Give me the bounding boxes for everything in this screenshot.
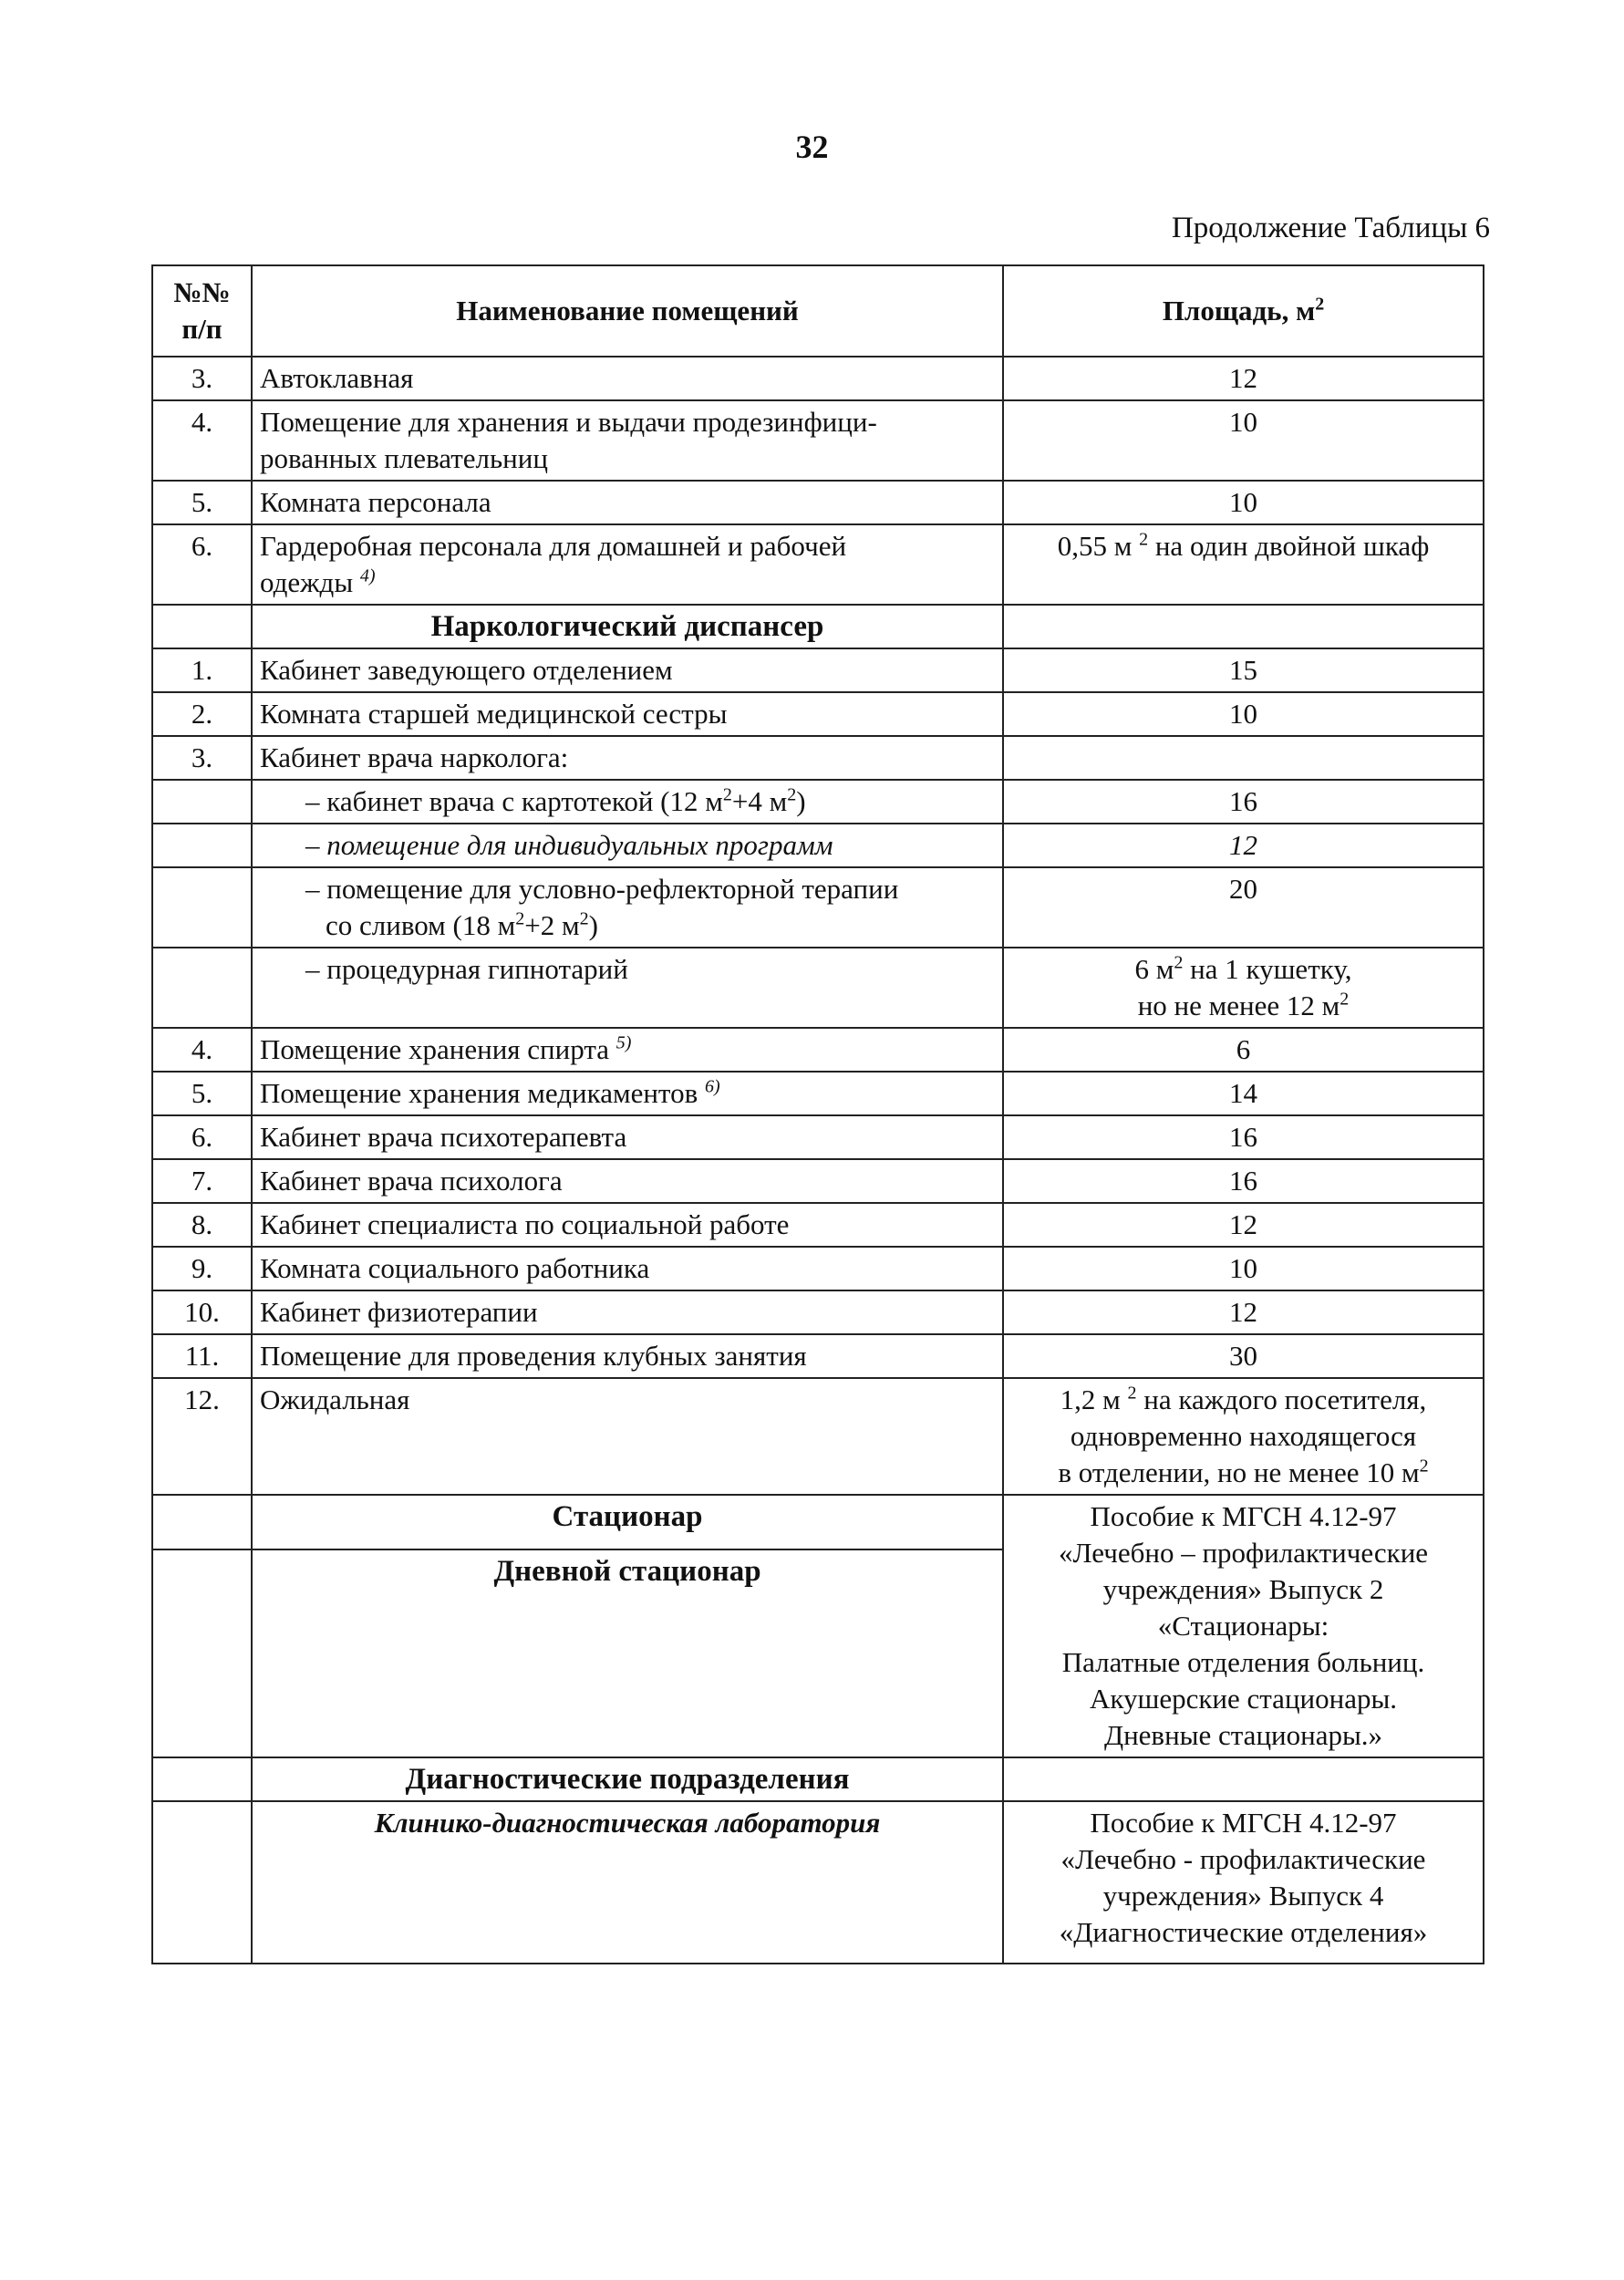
row-name: Комната социального работника: [252, 1247, 1003, 1290]
page-number: 32: [795, 129, 829, 165]
table-row: [152, 1203, 1484, 1247]
row-number: 5.: [152, 481, 252, 524]
row-name: Помещение для проведения клубных занятия: [252, 1334, 1003, 1378]
table-row: [152, 400, 1484, 481]
row-number: 12.: [152, 1378, 252, 1495]
row-area: 12: [1003, 1203, 1484, 1247]
row-number: 6.: [152, 524, 252, 605]
row-number: 2.: [152, 692, 252, 736]
table-row: [152, 1159, 1484, 1203]
table-row: [152, 1290, 1484, 1334]
row-area: 0,55 м $^2$ на один двойной шкаф: [1003, 524, 1484, 605]
subrow-name: – помещение для условно-рефлекторной терапии со сливом (18 $м^2+2$ $м^2$): [252, 867, 1003, 948]
table-row: [152, 524, 1484, 605]
row-name: Комната персонала: [252, 481, 1003, 524]
header-area: Площадь, $м^2$: [1003, 265, 1484, 357]
diagnostic-reference: Пособие к МГСН 4.12-97 «Лечебно - профилактические учреждения» Выпуск 4 «Диагностические отделения»: [1003, 1801, 1484, 1964]
row-name: Помещение хранения медикаментов $^{6)}$: [252, 1072, 1003, 1115]
subrow-area: 16: [1003, 780, 1484, 824]
row-name: Комната старшей медицинской сестры: [252, 692, 1003, 736]
section-title-diagnostic: Диагностические подразделения: [252, 1757, 1003, 1801]
subrow-name: – помещение для индивидуальных программ: [252, 824, 1003, 867]
row-area: 16: [1003, 1159, 1484, 1203]
row-area: 15: [1003, 648, 1484, 692]
row-name: Кабинет врача психотерапевта: [252, 1115, 1003, 1159]
table-subrow: [152, 824, 1484, 867]
row-area: 12: [1003, 357, 1484, 400]
row-area: 10: [1003, 400, 1484, 481]
table-row: [152, 1378, 1484, 1495]
row-number: 7.: [152, 1159, 252, 1203]
row-name: Ожидальная: [252, 1378, 1003, 1495]
row-name: Кабинет врача нарколога:: [252, 736, 1003, 780]
table-subrow: [152, 780, 1484, 824]
row-name: Автоклавная: [252, 357, 1003, 400]
row-number: 6.: [152, 1115, 252, 1159]
section-title-narcology: Наркологический диспансер: [252, 605, 1003, 648]
row-number: 4.: [152, 400, 252, 481]
section-row: [152, 1757, 1484, 1801]
row-name: Помещение хранения спирта $^{5)}$: [252, 1028, 1003, 1072]
subrow-name: – процедурная гипнотарий: [252, 948, 1003, 1028]
section-row: [152, 1801, 1484, 1964]
subrow-area: 6 $м^2$ на 1 кушетку, но не менее 12 $м^2$: [1003, 948, 1484, 1028]
row-area: 10: [1003, 692, 1484, 736]
row-area: 16: [1003, 1115, 1484, 1159]
table-row: [152, 692, 1484, 736]
row-area: 14: [1003, 1072, 1484, 1115]
subrow-area: 12: [1003, 824, 1484, 867]
section-title-stationary: Стационар: [252, 1495, 1003, 1549]
header-number: №№ п/п: [152, 265, 252, 357]
table-subrow: [152, 867, 1484, 948]
row-number: 3.: [152, 736, 252, 780]
section-row: [152, 1495, 1484, 1549]
table-row: [152, 1247, 1484, 1290]
table-row: [152, 1028, 1484, 1072]
table-row: [152, 481, 1484, 524]
row-number: 8.: [152, 1203, 252, 1247]
row-area: 30: [1003, 1334, 1484, 1378]
subsection-title-lab: Клинико-диагностическая лаборатория: [252, 1801, 1003, 1964]
subrow-name: – кабинет врача с картотекой (12 $м^2+4$ $м^2$): [252, 780, 1003, 824]
row-area: 10: [1003, 481, 1484, 524]
table-continuation-caption: Продолжение Таблицы 6: [1171, 212, 1490, 244]
row-number: 10.: [152, 1290, 252, 1334]
row-name: Гардеробная персонала для домашней и рабочей одежды $^{4)}$: [252, 524, 1003, 605]
table-row: [152, 1072, 1484, 1115]
subrow-area: 20: [1003, 867, 1484, 948]
row-number: 3.: [152, 357, 252, 400]
footnote-mark: 5): [615, 1032, 632, 1053]
row-area: 6: [1003, 1028, 1484, 1072]
row-area: 10: [1003, 1247, 1484, 1290]
table-subrow: [152, 948, 1484, 1028]
row-number: 1.: [152, 648, 252, 692]
row-area: 12: [1003, 1290, 1484, 1334]
table-header-row: [152, 265, 1484, 357]
table-row: [152, 648, 1484, 692]
row-name: Кабинет специалиста по социальной работе: [252, 1203, 1003, 1247]
footnote-mark: 4): [359, 565, 376, 586]
row-name: Кабинет врача психолога: [252, 1159, 1003, 1203]
row-number: 11.: [152, 1334, 252, 1378]
row-number: 9.: [152, 1247, 252, 1290]
row-area: 1,2 м $^2$ на каждого посетителя, одновременно находящегося в отделении, но не менее 10 $м^2$: [1003, 1378, 1484, 1495]
rooms-table: [151, 264, 1484, 1964]
header-name: Наименование помещений: [252, 265, 1003, 357]
section-row: [152, 605, 1484, 648]
footnote-mark: 6): [704, 1076, 720, 1097]
table-row: [152, 1115, 1484, 1159]
row-name: Помещение для хранения и выдачи продезинфици- рованных плевательниц: [252, 400, 1003, 481]
row-number: 5.: [152, 1072, 252, 1115]
table-row: [152, 736, 1484, 780]
row-name: Кабинет заведующего отделением: [252, 648, 1003, 692]
row-name: Кабинет физиотерапии: [252, 1290, 1003, 1334]
section-title-day-stationary: Дневной стационар: [252, 1549, 1003, 1757]
table-row: [152, 1334, 1484, 1378]
stationary-reference: Пособие к МГСН 4.12-97 «Лечебно – профилактические учреждения» Выпуск 2 «Стационары: Палатные отделения больниц. Акушерские стационары. Дневные стационары.»: [1003, 1495, 1484, 1757]
row-area: [1003, 736, 1484, 780]
row-number: 4.: [152, 1028, 252, 1072]
table-row: [152, 357, 1484, 400]
